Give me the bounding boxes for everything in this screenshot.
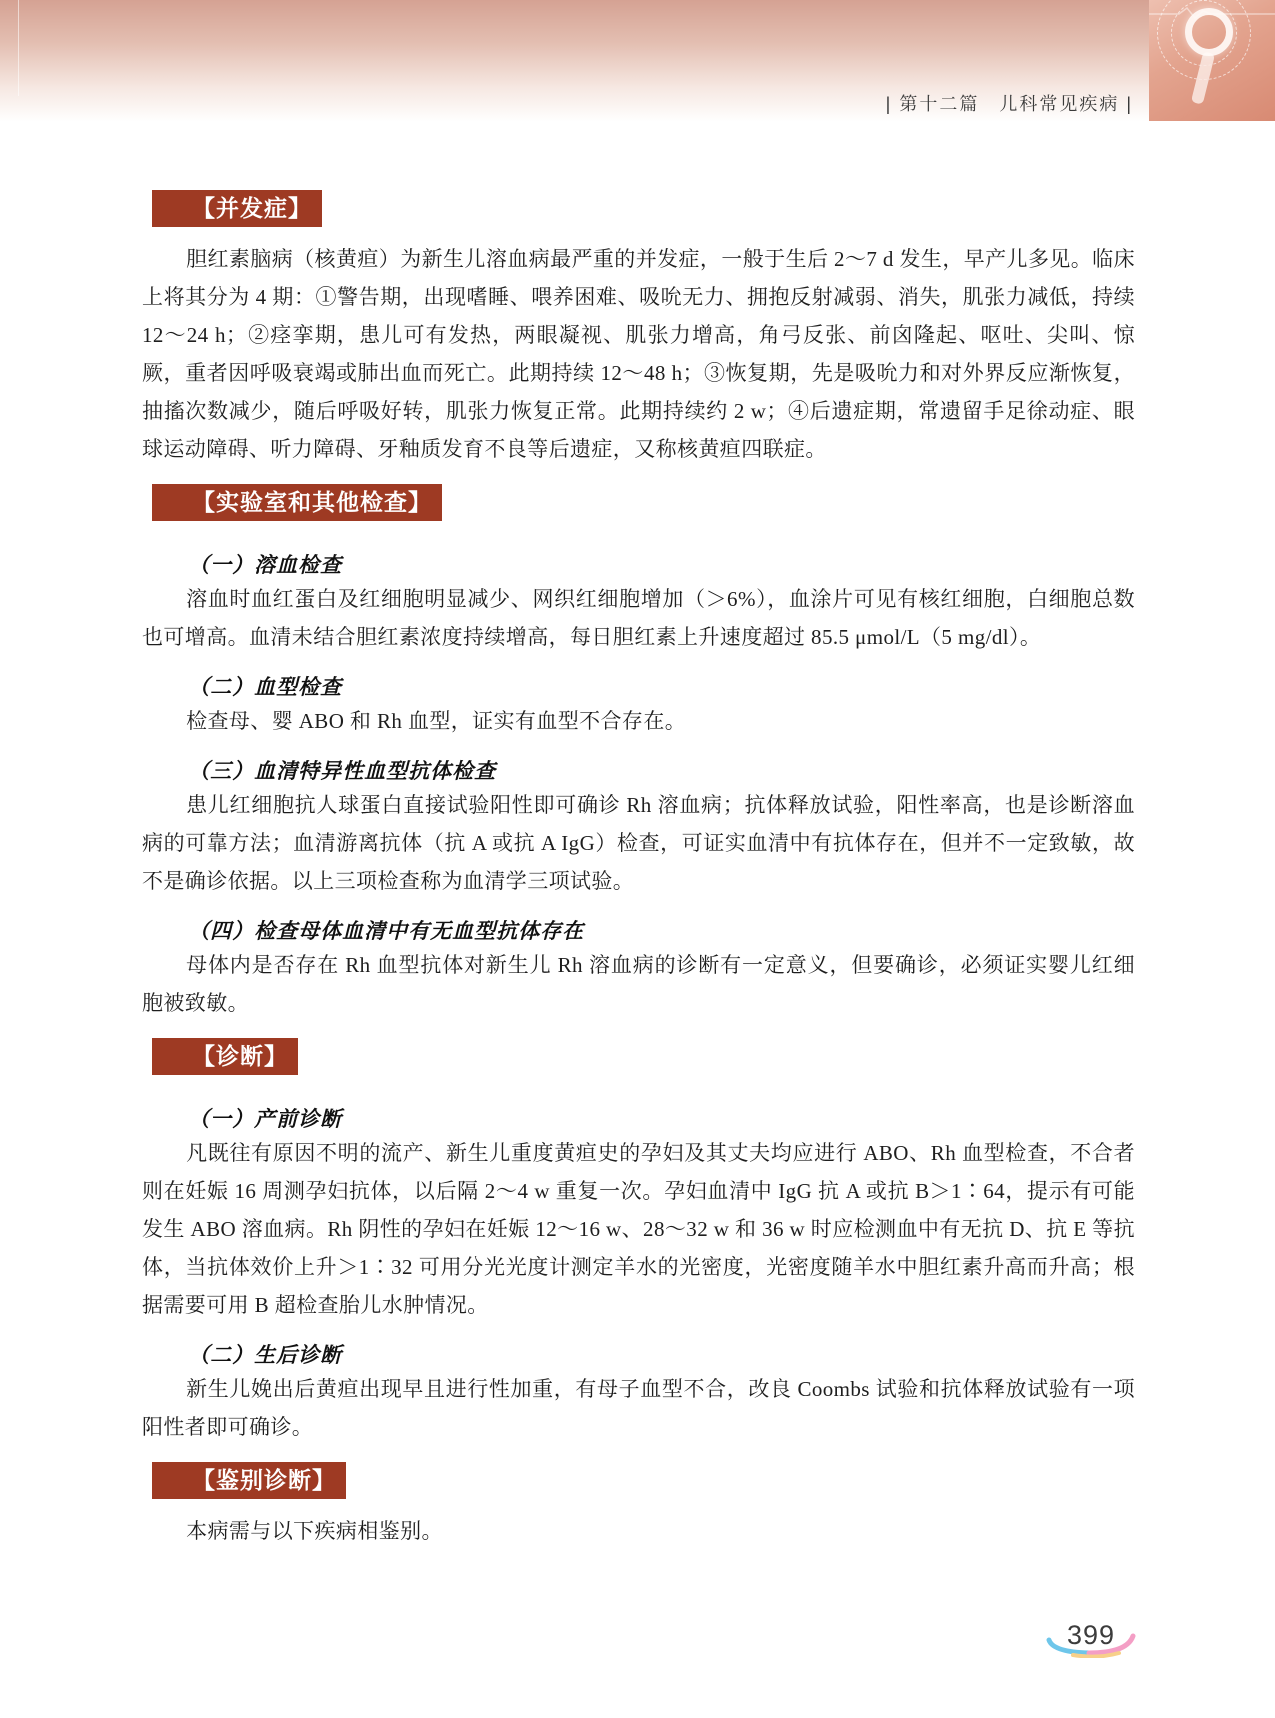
page-number-text: 399 [1067,1620,1116,1650]
running-head: | 第十二篇 儿科常见疾病 | [885,94,1133,114]
section-diagnosis [142,1022,1135,1446]
subheading-postnatal-diagnosis: （二）生后诊断 [188,1343,343,1367]
subheading-hemolysis-test: （一）溶血检查 [188,553,343,577]
paragraph: 检查母、婴 ABO 和 Rh 血型，证实有血型不合存在。 [186,709,687,733]
subheading-serum-antibody-test: （三）血清特异性血型抗体检查 [188,759,497,783]
gradient-left-line [18,0,19,96]
paragraph: 患儿红细胞抗人球蛋白直接试验阳性即可确诊 Rh 溶血病；抗体释放试验，阳性率高，也是诊断溶血病的可靠方法；血清游离抗体（抗 A 或抗 A IgG）检查，可证实血清中有抗体存在，但并不一定致敏，故不是确诊依据。以上三项检查称为血清学三项试验。 [142,793,1135,893]
paragraph: 溶血时血红蛋白及红细胞明显减少、网织红细胞增加（＞6%），血涂片可见有核红细胞，白细胞总数也可增高。血清未结合胆红素浓度持续增高，每日胆红素上升速度超过 85.5 μmol/L（5 mg/dl）。 [142,587,1135,649]
paragraph: 母体内是否存在 Rh 血型抗体对新生儿 Rh 溶血病的诊断有一定意义，但要确诊，必须证实婴儿红细胞被致敏。 [142,953,1135,1015]
section-heading-diagnosis: 【诊断】 [152,1038,298,1075]
subheading-blood-type-test: （二）血型检查 [188,675,343,699]
section-lab-tests [142,468,1135,1022]
section-differential-diagnosis [142,1446,1135,1550]
page-content [142,190,1135,1550]
section-heading-lab-tests: 【实验室和其他检查】 [152,484,442,521]
paragraph: 新生儿娩出后黄疸出现早且进行性加重，有母子血型不合，改良 Coombs 试验和抗体释放试验有一项阳性者即可确诊。 [142,1377,1135,1439]
section-complications [142,190,1135,468]
header-photo [1149,0,1275,121]
page-number [1043,1618,1139,1662]
paragraph: 胆红素脑病（核黄疸）为新生儿溶血病最严重的并发症，一般于生后 2～7 d 发生，早产儿多见。临床上将其分为 4 期：①警告期，出现嗜睡、喂养困难、吸吮无力、拥抱反射减弱、消失，肌张力减低，持续 12～24 h；②痉挛期，患儿可有发热，两眼凝视、肌张力增高，角弓反张、前囟隆起、呕吐、尖叫、惊厥，重者因呼吸衰竭或肺出血而死亡。此期持续 12～48 h；③恢复期，先是吸吮力和对外界反应渐恢复，抽搐次数减少，随后呼吸好转，肌张力恢复正常。此期持续约 2 w；④后遗症期，常遗留手足徐动症、眼球运动障碍、听力障碍、牙釉质发育不良等后遗症，又称核黄疸四联症。 [142,247,1135,461]
section-heading-differential-diagnosis: 【鉴别诊断】 [152,1462,346,1499]
paragraph: 凡既往有原因不明的流产、新生儿重度黄疸史的孕妇及其丈夫均应进行 ABO、Rh 血型检查，不合者则在妊娠 16 周测孕妇抗体，以后隔 2～4 w 重复一次。孕妇血清中 IgG 抗 A 或抗 B＞1∶64，提示有可能发生 ABO 溶血病。Rh 阴性的孕妇在妊娠 12～16 w、28～32 w 和 36 w 时应检测血中有无抗 D、抗 E 等抗体，当抗体效价上升＞1∶32 可用分光光度计测定羊水的光密度，光密度随羊水中胆红素升高而升高；根据需要可用 B 超检查胎儿水肿情况。 [142,1141,1135,1317]
magnifier-lens-icon [1185,8,1233,56]
subheading-maternal-serum-test: （四）检查母体血清中有无血型抗体存在 [188,919,585,943]
paragraph: 本病需与以下疾病相鉴别。 [186,1519,443,1543]
subheading-prenatal-diagnosis: （一）产前诊断 [188,1107,343,1131]
section-heading-complications: 【并发症】 [152,190,322,227]
